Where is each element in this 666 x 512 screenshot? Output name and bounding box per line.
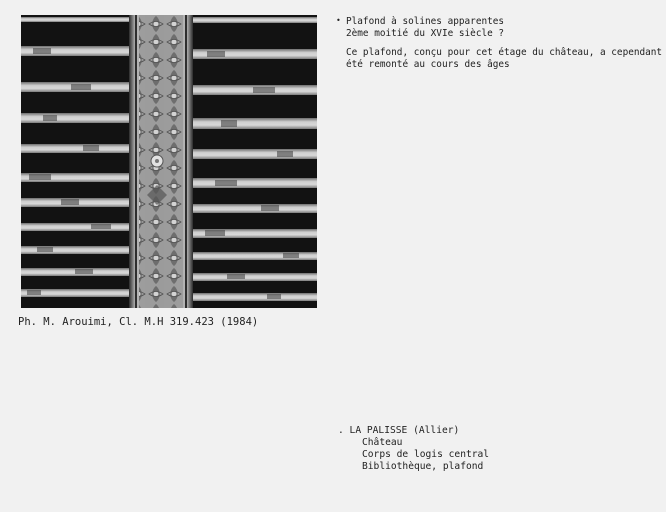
- description-gap: [336, 39, 662, 47]
- photo-caption: [18, 316, 258, 329]
- description-line-2: 2ème moitié du XVIe siècle ?: [346, 27, 505, 39]
- location-line-1: . LA PALISSE (Allier): [338, 425, 460, 436]
- location-block: [338, 425, 489, 473]
- description-line-4: été remonté au cours des âges: [346, 58, 510, 70]
- location-line-4: Bibliothèque, plafond: [362, 461, 484, 472]
- description-line-1: Plafond à solines apparentes: [346, 16, 505, 27]
- ceiling-photo-svg: [21, 15, 317, 308]
- location-line-3: Corps de logis central: [362, 449, 490, 460]
- description-line-3: Ce plafond, conçu pour cet étage du château, a cependant: [346, 47, 663, 58]
- description-block: [336, 16, 662, 70]
- location-line-2: Château: [362, 437, 403, 448]
- main-beam: [129, 15, 193, 308]
- ceiling-photo: [21, 15, 317, 308]
- bullet: •: [336, 16, 341, 25]
- caption-text: Ph. M. Arouimi, Cl. M.H 319.423 (1984): [18, 316, 259, 328]
